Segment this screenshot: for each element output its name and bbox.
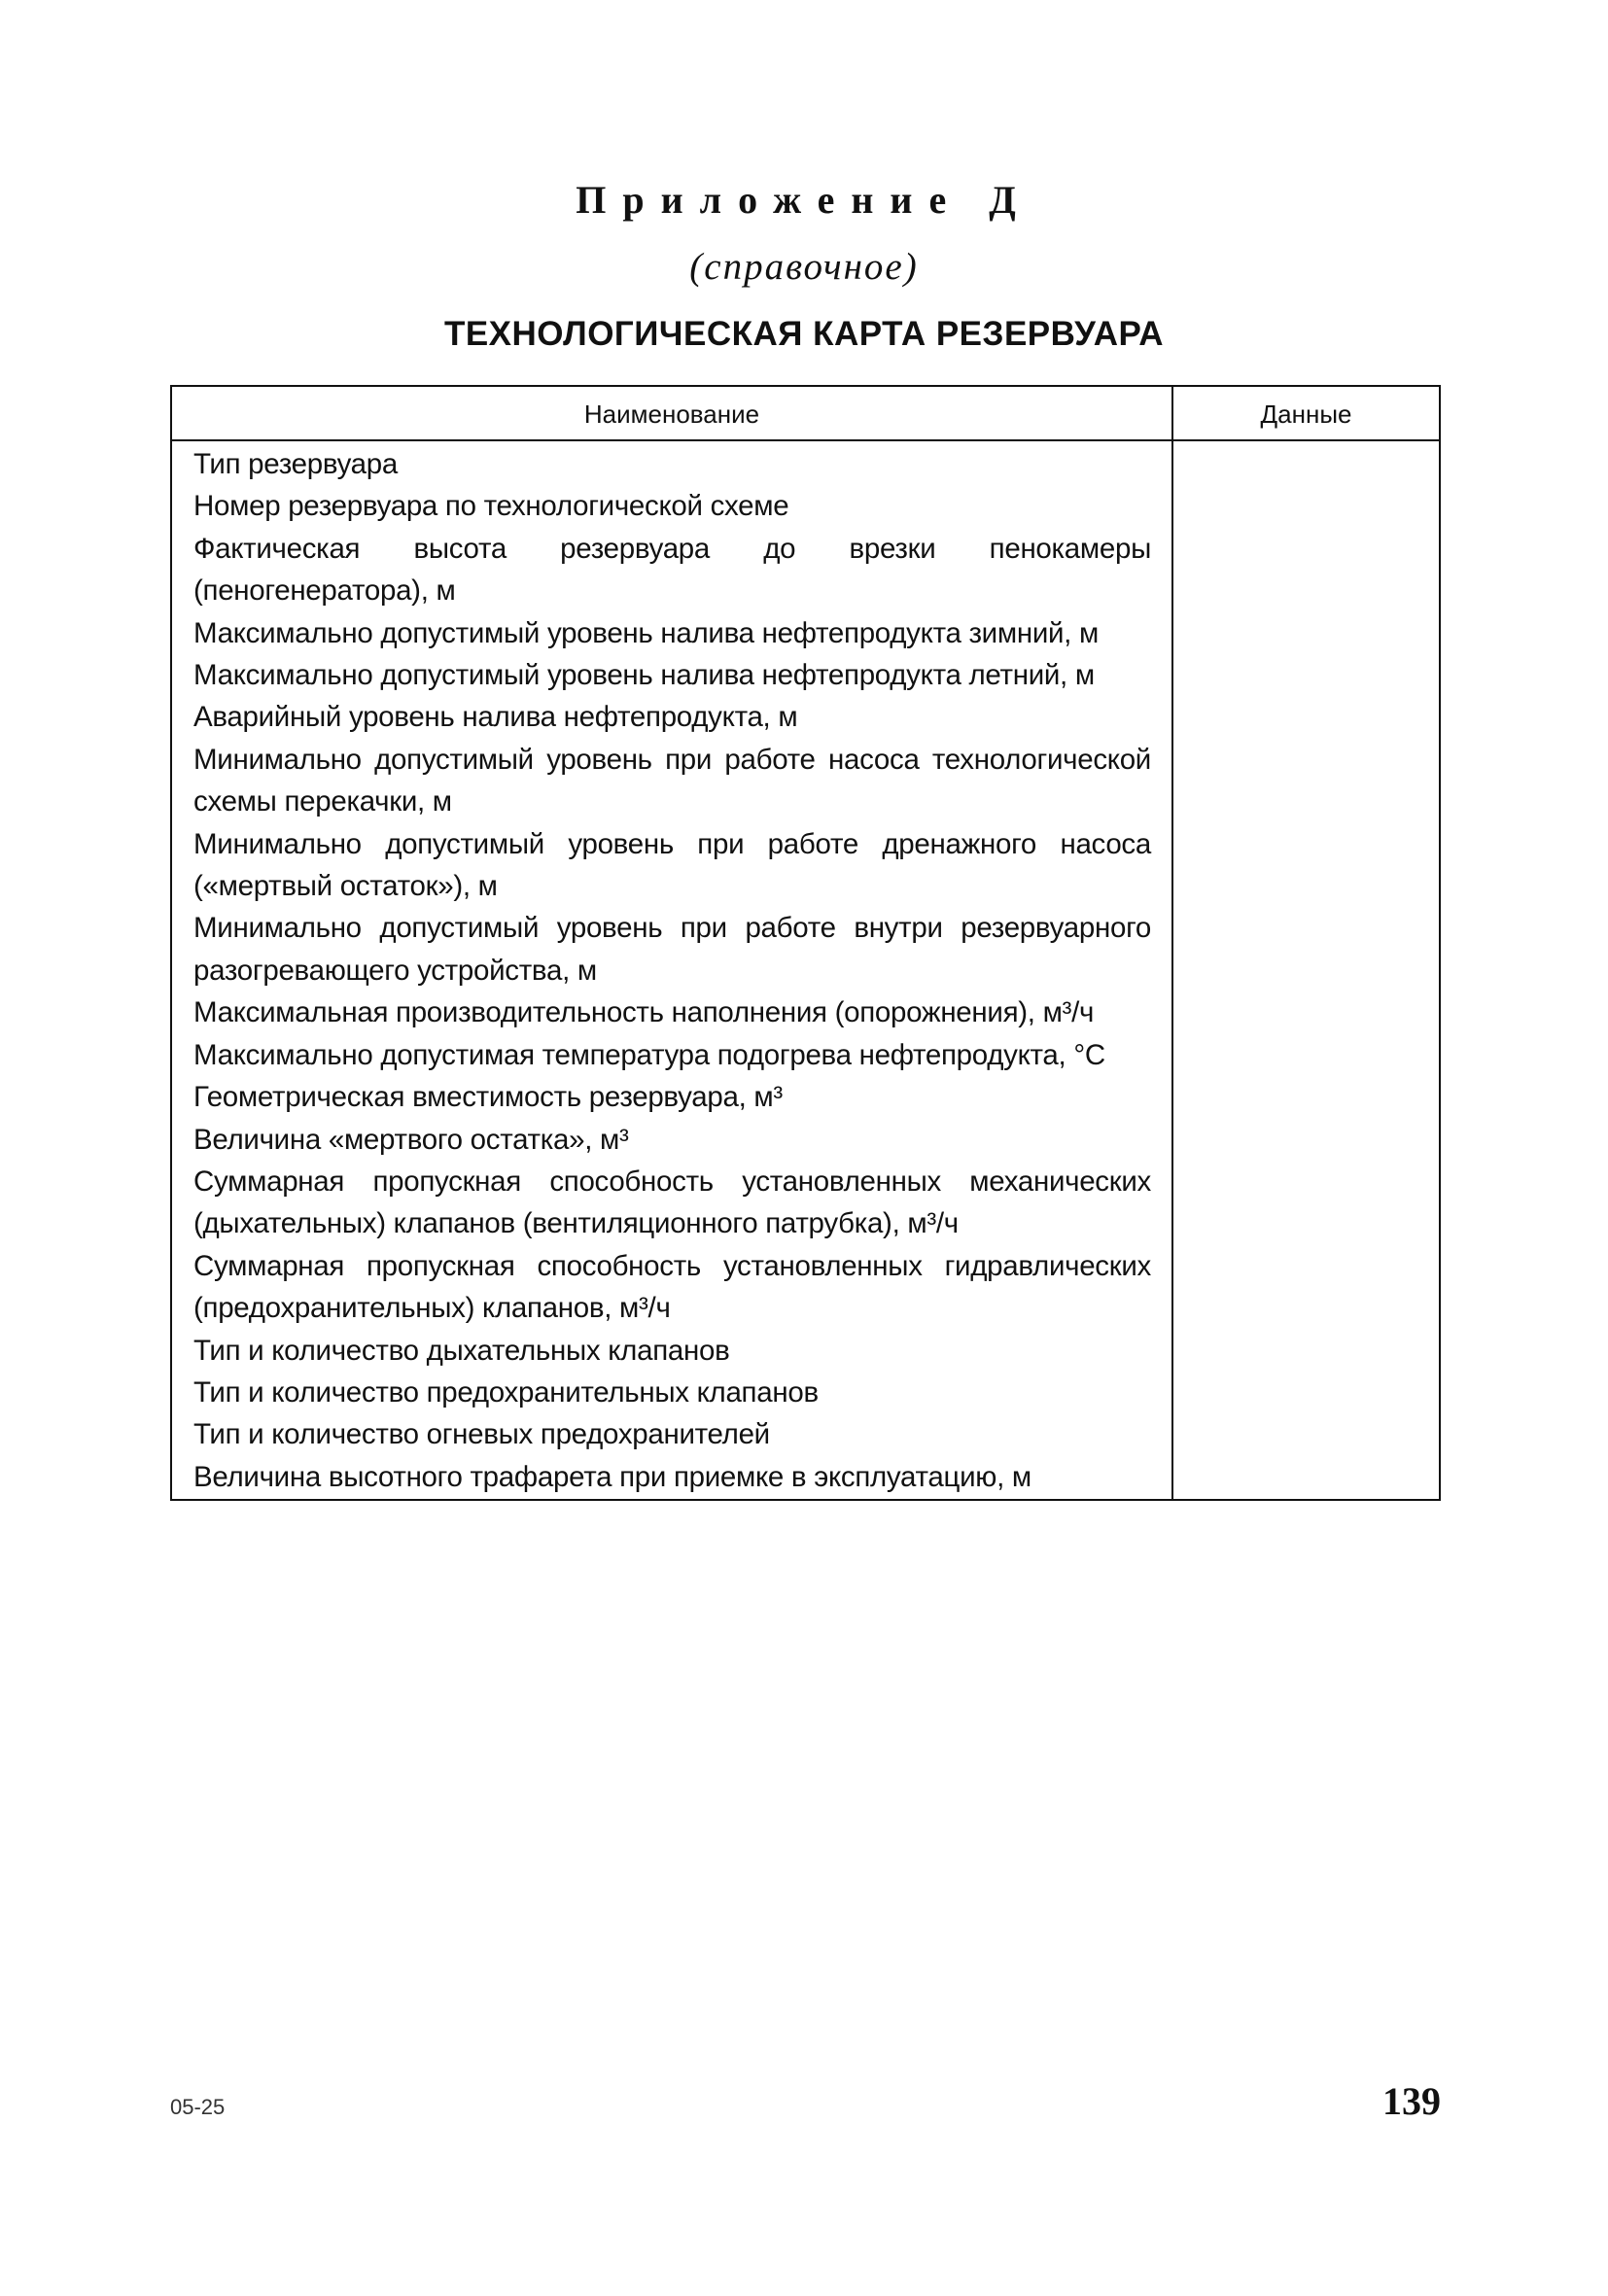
column-divider xyxy=(1171,387,1173,1499)
table-row: Тип резервуара xyxy=(193,448,399,480)
table-row: Максимально допустимая температура подогрева нефтепродукта, °С xyxy=(193,1038,1105,1071)
table-row: Фактическая высота резервуара до врезки пенокамеры (пеногенератора), м xyxy=(193,532,1151,608)
table-row: Величина высотного трафарета при приемке в эксплуатацию, м xyxy=(193,1460,1031,1493)
table-row: Максимально допустимый уровень налива нефтепродукта летний, м xyxy=(193,659,1095,692)
table-row: Тип и количество дыхательных клапанов xyxy=(193,1334,730,1367)
table-row: Номер резервуара по технологической схеме xyxy=(193,490,789,523)
table-row: Величина «мертвого остатка», м³ xyxy=(193,1123,629,1156)
table-row: Максимальная производительность наполнения (опорожнения), м³/ч xyxy=(193,996,1095,1029)
table-row: Суммарная пропускная способность установленных гидравлических (предохранительных) клапанов, м³/ч xyxy=(193,1249,1151,1325)
table-row: Минимально допустимый уровень при работе насоса технологической схемы перекачки, м xyxy=(193,743,1151,818)
column-header-data: Данные xyxy=(1260,400,1352,429)
table-row: Минимально допустимый уровень при работе внутри резервуарного разогревающего устройства, м xyxy=(193,912,1151,987)
document-code: 05-25 xyxy=(170,2095,226,2119)
table-rows xyxy=(193,443,1151,1498)
appendix-title: Приложение Д xyxy=(576,178,1032,222)
table-row: Тип и количество предохранительных клапанов xyxy=(193,1375,819,1409)
table-row: Аварийный уровень налива нефтепродукта, м xyxy=(193,701,798,734)
document-title: ТЕХНОЛОГИЧЕСКАЯ КАРТА РЕЗЕРВУАРА xyxy=(443,315,1165,353)
table-row: Тип и количество огневых предохранителей xyxy=(193,1418,770,1451)
technological-card-table xyxy=(170,385,1441,1501)
table-row: Геометрическая вместимость резервуара, м³ xyxy=(193,1081,783,1114)
table-row: Минимально допустимый уровень при работе дренажного насоса («мертвый остаток»), м xyxy=(193,827,1151,903)
appendix-subtitle: (справочное) xyxy=(689,246,919,288)
page-number: 139 xyxy=(1382,2079,1441,2123)
table-row: Суммарная пропускная способность установленных механических (дыхательных) клапанов (вентиляционного патрубка), м³/ч xyxy=(193,1165,1151,1240)
table-row: Максимально допустимый уровень налива нефтепродукта зимний, м xyxy=(193,616,1099,649)
header-divider xyxy=(172,439,1439,441)
column-header-name: Наименование xyxy=(583,400,760,429)
